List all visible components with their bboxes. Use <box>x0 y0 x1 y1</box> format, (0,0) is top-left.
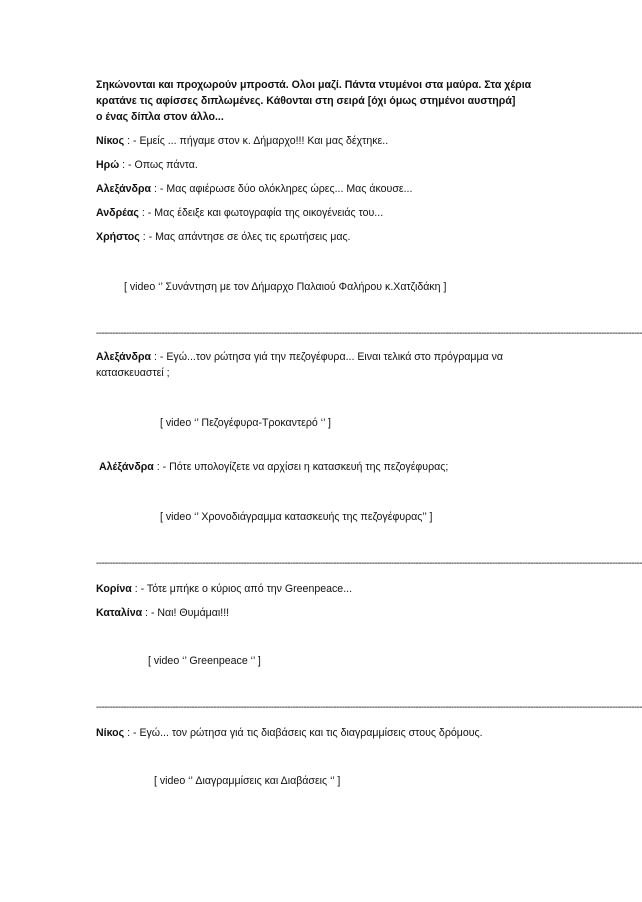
dialogue-line <box>96 726 483 740</box>
video-reference: [ video ‘’ Greenpeace ‘’ ] <box>148 655 261 667</box>
dialogue-text: : - Εγώ... τον ρώτησα γιά τις διαβάσεις και τις διαγραμμίσεις στους δρόμους. <box>124 727 483 739</box>
speaker-name: Ανδρέας <box>96 207 139 219</box>
dialogue-text: : - Ναι! Θυμάμαι!!! <box>142 607 230 619</box>
dialogue-line <box>96 158 198 172</box>
dialogue-text: : - Τότε μπήκε ο κύριος από την Greenpeace... <box>131 583 353 595</box>
dialogue-line <box>96 230 351 244</box>
dialogue-line <box>96 182 412 196</box>
speaker-name: Χρήστος <box>96 231 140 243</box>
dialogue-line <box>96 350 503 364</box>
video-reference: [ video ‘’ Χρονοδιάγραμμα κατασκευής της πεζογέφυρας’’ ] <box>160 511 433 523</box>
speaker-name: Αλεξάνδρα <box>96 183 152 195</box>
speaker-name: Κορίνα <box>96 583 132 595</box>
dialogue-text: : - Εγώ...τον ρώτησα γιά την πεζογέφυρα... Ειναι τελικά στο πρόγραμμα να <box>151 351 504 363</box>
video-reference: [ video ‘’ Διαγραμμίσεις και Διαβάσεις ‘’ ] <box>154 775 341 787</box>
separator-line: -------------------------------------------------------------------------------------------------------------------------------------------------------------------------------------------------------- <box>96 328 642 339</box>
speaker-name: Αλεξάνδρα <box>96 351 152 363</box>
dialogue-text: : - Μας απάντησε σε όλες τις ερωτήσεις μας. <box>139 231 351 243</box>
intro-line-1: Σηκώνονται και προχωρούν μπροστά. Ολοι μαζί. Πάντα ντυμένοι στα μαύρα. Στα χέρια <box>96 79 532 91</box>
dialogue-text: : - Εμείς ... πήγαμε στον κ. Δήμαρχο!!! Και μας δέχτηκε.. <box>124 135 389 147</box>
dialogue-line <box>96 582 352 596</box>
speaker-name: Αλέξάνδρα <box>99 461 154 473</box>
dialogue-line <box>96 206 383 220</box>
speaker-name: Νίκος <box>96 727 125 739</box>
intro-line-2: κρατάνε τις αφίσσες διπλωμένες. Κάθονται στη σειρά [όχι όμως στημένοι αυστηρά] <box>96 95 516 107</box>
speaker-name: Καταλίνα <box>96 607 143 619</box>
separator-line: -------------------------------------------------------------------------------------------------------------------------------------------------------------------------------------------------------- <box>96 702 642 713</box>
dialogue-text: : - Μας έδειξε και φωτογραφία της οικογένειάς του... <box>138 207 384 219</box>
dialogue-text: : - Πότε υπολογίζετε να αρχίσει η κατασκευή της πεζογέφυρας; <box>153 461 449 473</box>
speaker-name: Ηρώ <box>96 159 120 171</box>
dialogue-line <box>96 606 229 620</box>
dialogue-text: : - Μας αφιέρωσε δύο ολόκληρες ώρες... Μας άκουσε... <box>151 183 413 195</box>
dialogue-line <box>99 460 448 474</box>
speaker-name: Νίκος <box>96 135 125 147</box>
separator-line: -------------------------------------------------------------------------------------------------------------------------------------------------------------------------------------------------------- <box>96 558 642 569</box>
dialogue-text: : - Οπως πάντα. <box>119 159 198 171</box>
dialogue-text-continued: κατασκευαστεί ; <box>96 367 170 379</box>
dialogue-line <box>96 134 388 148</box>
video-reference: [ video ‘’ Πεζογέφυρα-Τροκαντερό ‘’ ] <box>160 417 331 429</box>
intro-line-3: ο ένας δίπλα στον άλλο... <box>96 111 224 123</box>
video-reference: [ video ‘’ Συνάντηση με τον Δήμαρχο Παλαιού Φαλήρου κ.Χατζιδάκη ] <box>124 281 447 293</box>
